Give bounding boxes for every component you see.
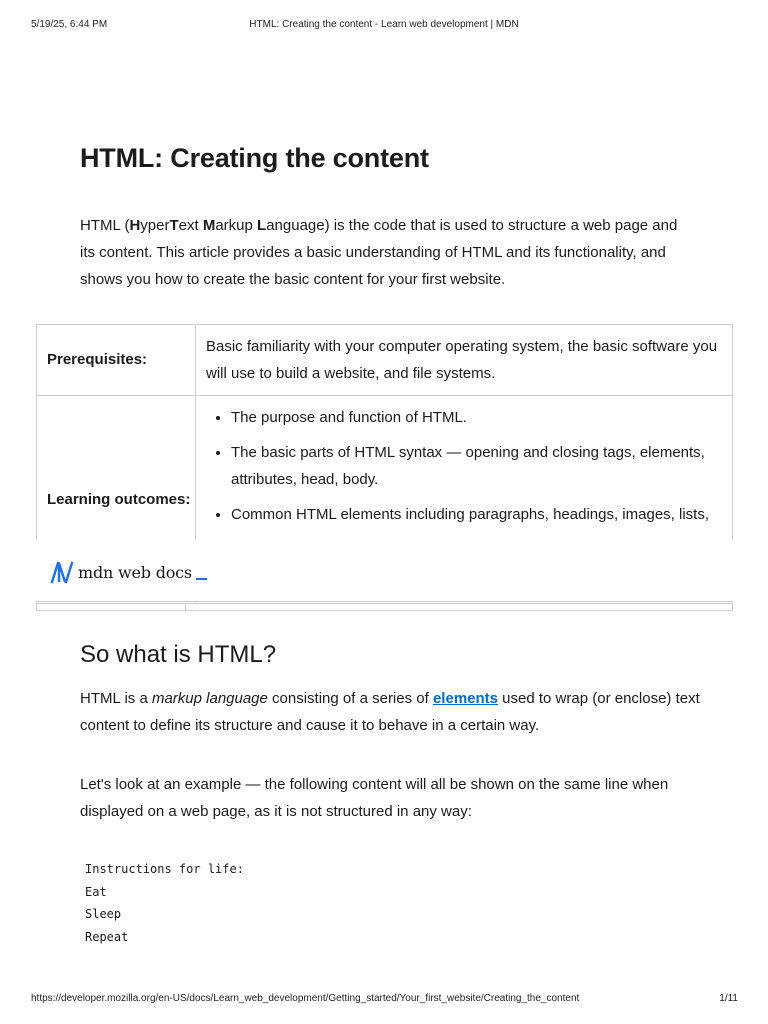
mdn-logo-text: mdn web docs bbox=[78, 562, 192, 582]
elements-link[interactable]: elements bbox=[432, 690, 499, 707]
section-paragraph-2: Let's look at an example — the following content will all be shown on the same line when displayed on a web page, as it is not structured in any way: bbox=[80, 776, 669, 820]
mdn-logo[interactable] bbox=[50, 560, 207, 584]
prerequisites-value: Basic familiarity with your computer operating system, the basic software you will use to build a website, and file systems. bbox=[196, 325, 733, 396]
section-paragraph-1: HTML is a markup language consisting of a series of elements used to wrap (or enclose) text content to define its structure and cause it to behave in a certain way. bbox=[80, 690, 700, 734]
print-datetime: 5/19/25, 6:44 PM bbox=[31, 19, 108, 30]
list-item: • The purpose and function of HTML. bbox=[231, 404, 722, 431]
code-example bbox=[85, 858, 244, 948]
section-heading: So what is HTML? bbox=[80, 641, 277, 668]
intro-paragraph: HTML (HyperText Markup Language) is the code that is used to structure a web page and its content. This article provides a basic understanding of HTML and its functionality, and shows you how to create the basic content for your first website. bbox=[80, 217, 678, 288]
outcomes-label: Learning outcomes: bbox=[37, 396, 196, 604]
page-title: HTML: Creating the content bbox=[80, 143, 429, 173]
logo-cursor bbox=[196, 578, 207, 580]
mdn-logo-icon bbox=[50, 560, 74, 584]
list-item: • Common HTML elements including paragraphs, headings, images, lists, bbox=[231, 501, 722, 528]
code-line: Sleep bbox=[85, 907, 122, 921]
prerequisites-label: Prerequisites: bbox=[37, 325, 196, 396]
code-line: Eat bbox=[85, 884, 107, 899]
list-item: • The basic parts of HTML syntax — opening and closing tags, elements, attributes, head, body. bbox=[231, 439, 722, 493]
print-page-number: 1/11 bbox=[719, 993, 738, 1004]
code-line: Instructions for life: bbox=[85, 862, 244, 876]
prerequisites-row bbox=[37, 325, 733, 396]
print-url: https://developer.mozilla.org/en-US/docs/Learn_web_development/Getting_started/Your_first_website/Creating_the_content bbox=[31, 993, 580, 1004]
table-continuation bbox=[36, 601, 733, 611]
code-line: Repeat bbox=[85, 929, 129, 944]
outcomes-list bbox=[206, 404, 722, 528]
print-page-title: HTML: Creating the content - Learn web development | MDN bbox=[249, 19, 519, 30]
